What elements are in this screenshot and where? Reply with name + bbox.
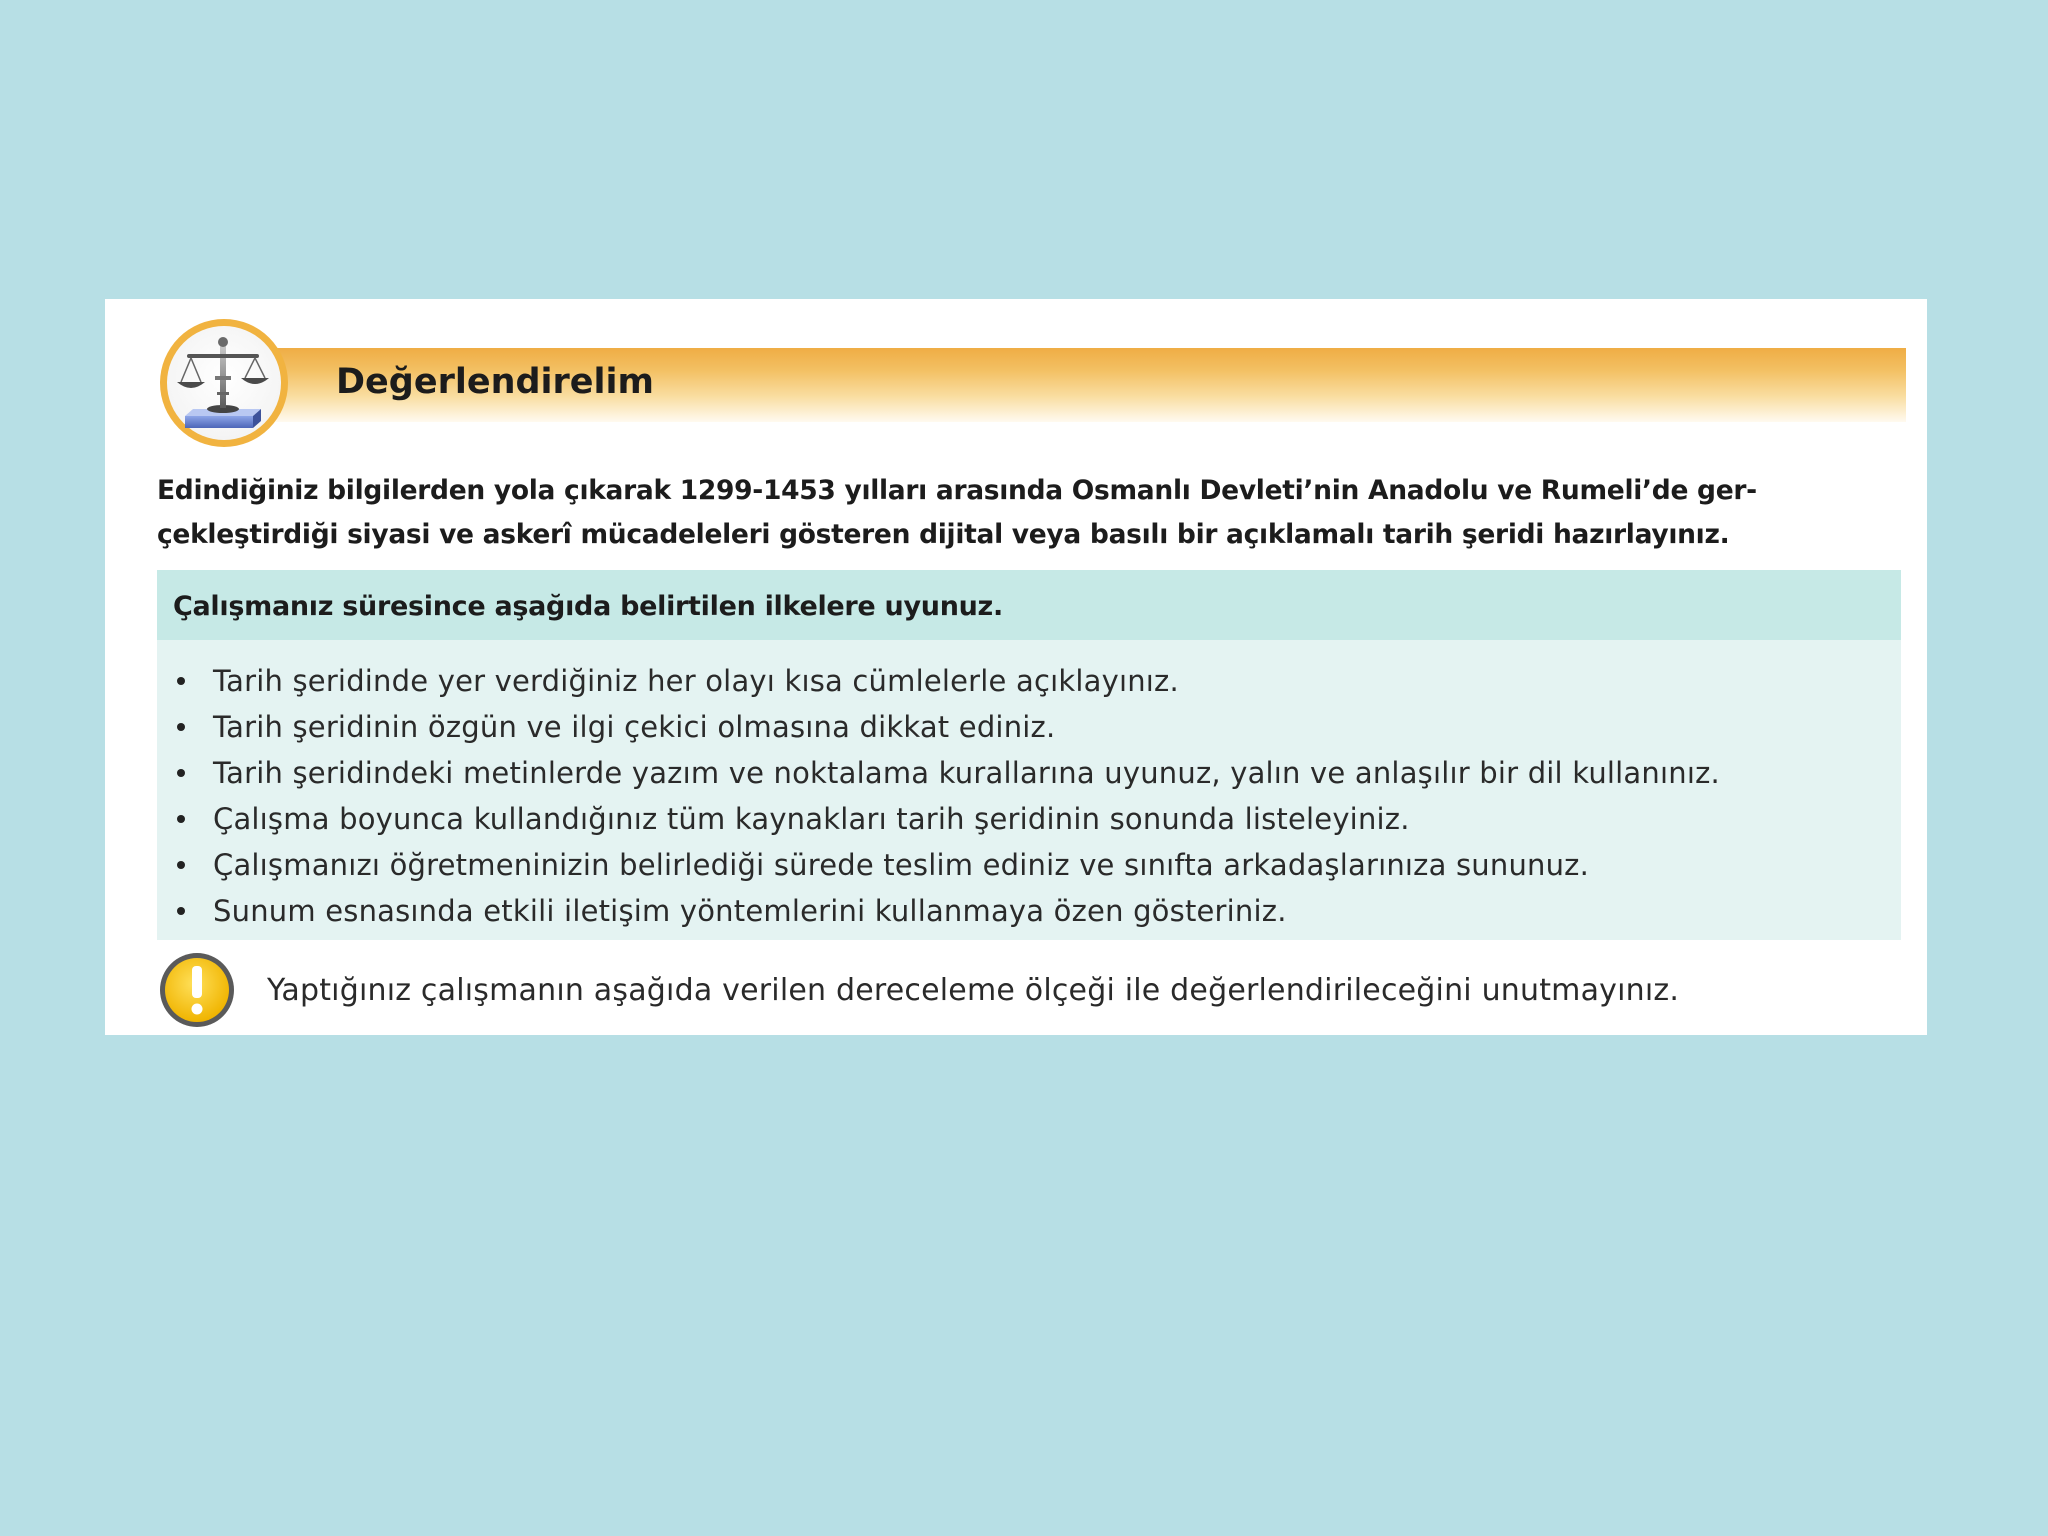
rules-box xyxy=(157,570,1901,940)
rules-heading: Çalışmanız süresince aşağıda belirtilen ilkelere uyunuz. xyxy=(173,591,1003,622)
rule-text: Çalışmanızı öğretmeninizin belirlediği sürede teslim ediniz ve sınıfta arkadaşlarınıza sununuz. xyxy=(213,848,1590,882)
bullet-icon xyxy=(177,907,185,915)
bullet-icon xyxy=(177,769,185,777)
task-line-1: Edindiğiniz bilgilerden yola çıkarak 1299-1453 yılları arasında Osmanlı Devleti’nin Anadolu ve Rumeli’de ger- xyxy=(157,475,1757,506)
section-title: Değerlendirelim xyxy=(336,362,655,402)
rule-text: Tarih şeridindeki metinlerde yazım ve noktalama kurallarına uyunuz, yalın ve anlaşılır bir dil kullanınız. xyxy=(213,756,1720,790)
rules-list xyxy=(171,658,1720,934)
rule-text: Tarih şeridinde yer verdiğiniz her olayı kısa cümlelerle açıklayınız. xyxy=(213,664,1179,698)
scales-of-justice-icon xyxy=(157,316,291,450)
rule-item-6 xyxy=(171,888,1720,934)
rule-text: Tarih şeridinin özgün ve ilgi çekici olmasına dikkat ediniz. xyxy=(213,710,1056,744)
bullet-icon xyxy=(177,815,185,823)
exclamation-warning-icon xyxy=(157,950,237,1030)
rule-text: Çalışma boyunca kullandığınız tüm kaynakları tarih şeridinin sonunda listeleyiniz. xyxy=(213,802,1410,836)
activity-card xyxy=(105,299,1927,1035)
rule-item-2 xyxy=(171,704,1720,750)
bullet-icon xyxy=(177,677,185,685)
task-line-2: çekleştirdiği siyasi ve askerî mücadeleleri gösteren dijital veya basılı bir açıklamalı tarih şeridi hazırlayınız. xyxy=(157,519,1730,550)
rule-item-3 xyxy=(171,750,1720,796)
rule-item-1 xyxy=(171,658,1720,704)
rule-item-4 xyxy=(171,796,1720,842)
evaluation-note: Yaptığınız çalışmanın aşağıda verilen dereceleme ölçeği ile değerlendirileceğini unutmayınız. xyxy=(267,973,1680,1008)
task-description xyxy=(157,469,1917,557)
bullet-icon xyxy=(177,861,185,869)
rules-header xyxy=(157,570,1901,640)
rule-item-5 xyxy=(171,842,1720,888)
rule-text: Sunum esnasında etkili iletişim yöntemlerini kullanmaya özen gösteriniz. xyxy=(213,894,1287,928)
bullet-icon xyxy=(177,723,185,731)
